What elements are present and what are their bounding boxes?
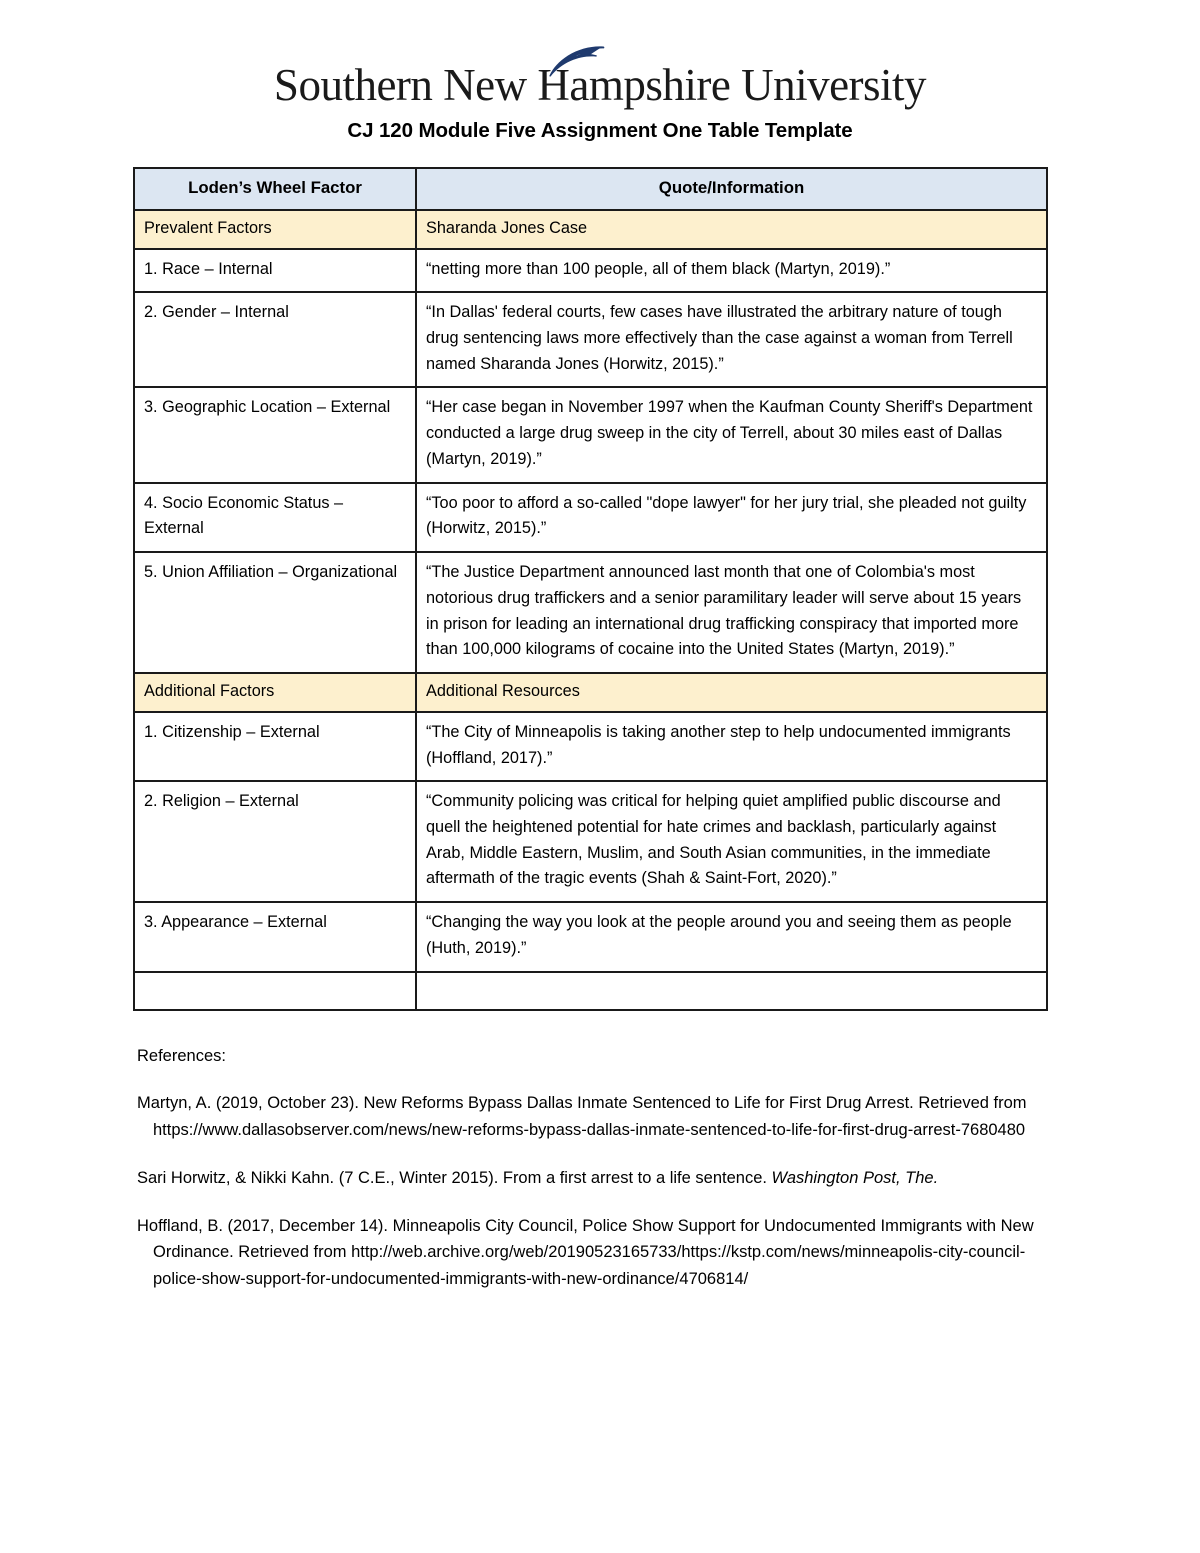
reference-item [137,1165,1057,1192]
cell-quote: “netting more than 100 people, all of them black (Martyn, 2019).” [416,249,1047,293]
table-row-citizenship [134,712,1047,781]
logo-wrapper [274,62,926,109]
reference-text: Hoffland, B. (2017, December 14). Minneapolis City Council, Police Show Support for Undocumented Immigrants with New Ordinance. Retrieved from http://web.archive.org/web/20190523165733/https://kstp.com/news/minneapolis-city-council-police-show-support-for-undocumented-immigrants-with-new-ordinance/4706814/ [137,1216,1034,1288]
cell-quote: Sharanda Jones Case [416,210,1047,249]
cell-factor: 1. Citizenship – External [134,712,416,781]
cell-factor: 5. Union Affiliation – Organizational [134,552,416,673]
table-row-union-affiliation [134,552,1047,673]
page-title: CJ 120 Module Five Assignment One Table Template [347,119,853,143]
cell-factor: Prevalent Factors [134,210,416,249]
column-header-quote: Quote/Information [416,168,1047,210]
cell-quote: “Too poor to afford a so-called "dope lawyer" for her jury trial, she pleaded not guilty (Horwitz, 2015).” [416,483,1047,552]
references-heading: References: [137,1046,226,1065]
table-row-race [134,249,1047,293]
university-name: Southern New Hampshire University [273,60,927,110]
cell-factor: 4. Socio Economic Status – External [134,483,416,552]
table-row-socio-economic-status [134,483,1047,552]
table-row-blank [134,972,1047,1010]
reference-text: Martyn, A. (2019, October 23). New Reforms Bypass Dallas Inmate Sentenced to Life for First Drug Arrest. Retrieved from https://www.dallasobserver.com/news/new-reforms-bypass-dallas-inmate-sentenced-to-life-for-first-drug-arrest-7680480 [137,1094,1027,1140]
table-row-section-prevalent [134,210,1047,249]
cell-factor: 3. Geographic Location – External [134,387,416,482]
cell-factor: 1. Race – Internal [134,249,416,293]
table-row-gender [134,292,1047,387]
university-logo [0,0,1200,109]
references-section [137,1043,1057,1293]
table-body [134,168,1047,1009]
feather-quill-icon [546,45,606,79]
reference-text: Sari Horwitz, & Nikki Kahn. (7 C.E., Winter 2015). From a first arrest to a life sentence. [137,1168,772,1187]
cell-quote: Additional Resources [416,673,1047,712]
cell-quote: “In Dallas' federal courts, few cases have illustrated the arbitrary nature of tough drug sentencing laws more effectively than the case against a woman from Terrell named Sharanda Jones (Horwitz, 2015).” [416,292,1047,387]
cell-quote: “Her case began in November 1997 when the Kaufman County Sheriff's Department conducted a large drug sweep in the city of Terrell, about 30 miles east of Dallas (Martyn, 2019).” [416,387,1047,482]
table-row-religion [134,781,1047,902]
table-row-geographic-location [134,387,1047,482]
column-header-factor: Loden’s Wheel Factor [134,168,416,210]
cell-factor: 3. Appearance – External [134,902,416,971]
cell-quote: “Changing the way you look at the people around you and seeing them as people (Huth, 2019).” [416,902,1047,971]
cell-quote: “The Justice Department announced last month that one of Colombia's most notorious drug traffickers and a senior paramilitary leader will serve about 15 years in prison for leading an international drug trafficking conspiracy that imported more than 100,000 kilograms of cocaine into the United States (Martyn, 2019).” [416,552,1047,673]
cell-quote: “Community policing was critical for helping quiet amplified public discourse and quell the heightened potential for hate crimes and backlash, particularly against Arab, Middle Eastern, Muslim, and South Asian communities, in the immediate aftermath of the tragic events (Shah & Saint-Fort, 2020).” [416,781,1047,902]
loden-wheel-table [133,167,1048,1010]
table-row-section-additional [134,673,1047,712]
table-header-row [134,168,1047,210]
cell-factor: Additional Factors [134,673,416,712]
cell-factor: 2. Religion – External [134,781,416,902]
reference-item [137,1213,1057,1293]
cell-factor: 2. Gender – Internal [134,292,416,387]
reference-item [137,1090,1057,1143]
cell-factor [134,972,416,1010]
reference-source-italic: Washington Post, The. [771,1168,939,1187]
cell-quote [416,972,1047,1010]
cell-quote: “The City of Minneapolis is taking another step to help undocumented immigrants (Hoffland, 2017).” [416,712,1047,781]
table-row-appearance [134,902,1047,971]
